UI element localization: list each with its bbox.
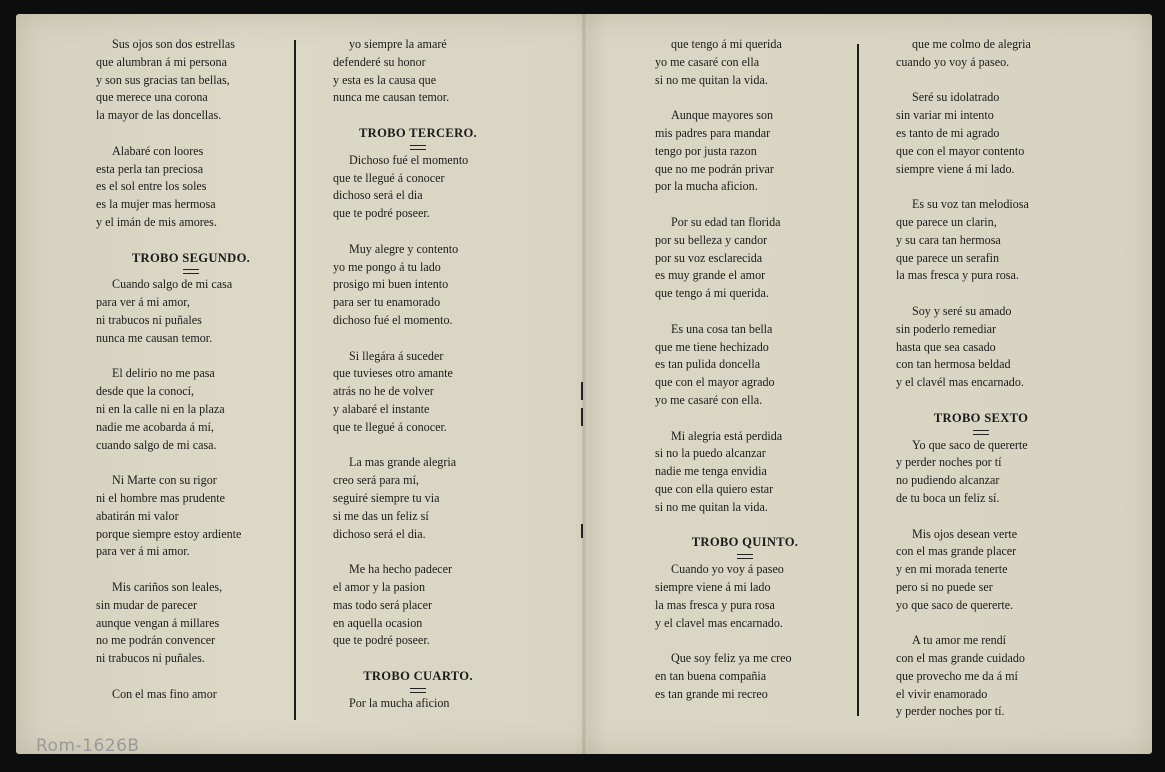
verse-line: si no me quitan la vida. xyxy=(655,499,768,514)
verse-line: que me tiene hechizado xyxy=(655,339,769,354)
verse-line: para ver á mi amor, xyxy=(96,295,190,310)
stanza xyxy=(655,561,835,632)
column-rule-left xyxy=(294,40,296,720)
verse-line: para ser tu enamorado xyxy=(333,295,441,310)
verse-line: sin mudar de parecer xyxy=(96,597,198,612)
verse-line: A tu amor me rendí xyxy=(912,633,1007,648)
stanza xyxy=(655,214,835,303)
verse-line: que provecho me da á mí xyxy=(896,668,1018,683)
verse-line: Soy y seré su amado xyxy=(912,303,1012,318)
verse-line: que tuvieses otro amante xyxy=(333,366,453,381)
stanza xyxy=(333,454,503,543)
verse-line: es tan grande mi recreo xyxy=(655,686,768,701)
heading-rule xyxy=(410,145,426,150)
verse-line: sin variar mi intento xyxy=(896,108,994,123)
verse-line: por su voz esclarecida xyxy=(655,250,763,265)
verse-line: el vivir enamorado xyxy=(896,686,988,701)
stanza xyxy=(896,632,1066,721)
verse-line: cuando salgo de mi casa. xyxy=(96,437,217,452)
heading-rule xyxy=(410,688,426,693)
verse-line: de tu boca un feliz sí. xyxy=(896,490,1000,505)
verse-line: que te llegué á conocer. xyxy=(333,419,447,434)
verse-line: ni el hombre mas prudente xyxy=(96,490,225,505)
verse-line: yo que saco de quererte. xyxy=(896,597,1014,612)
verse-line: dichoso fué el momento. xyxy=(333,312,453,327)
library-shelfmark: Rom-1626B xyxy=(36,736,140,756)
stanza xyxy=(655,107,835,196)
verse-line: Yo que saco de quererte xyxy=(912,437,1028,452)
verse-line: Ni Marte con su rigor xyxy=(112,473,217,488)
verse-line: ni trabucos ni puñales xyxy=(96,312,202,327)
verse-line: que con el mayor agrado xyxy=(655,375,775,390)
stanza xyxy=(896,89,1066,178)
stanza xyxy=(333,36,503,107)
verse-line: Es su voz tan melodiosa xyxy=(912,197,1029,212)
stanza xyxy=(96,276,286,347)
stanza xyxy=(655,650,835,703)
verse-line: y el imán de mis amores. xyxy=(96,214,217,229)
verse-line: y en mi morada tenerte xyxy=(896,562,1008,577)
verse-line: Cuando yo voy á paseo xyxy=(671,562,784,577)
verse-line: nunca me causan temor. xyxy=(96,330,213,345)
poem-column-2 xyxy=(333,36,503,730)
stanza xyxy=(96,365,286,454)
verse-line: Por su edad tan florida xyxy=(671,214,781,229)
verse-line: el amor y la pasion xyxy=(333,579,426,594)
verse-line: Si llegára á suceder xyxy=(349,348,444,363)
section-heading: TROBO SEXTO xyxy=(933,410,1029,425)
fold-mark xyxy=(581,408,583,426)
verse-line: porque siempre estoy ardiente xyxy=(96,526,242,541)
verse-line: que con ella quiero estar xyxy=(655,481,774,496)
poem-column-1 xyxy=(96,36,286,721)
stanza xyxy=(655,321,835,410)
verse-line: que alumbran á mi persona xyxy=(96,54,227,69)
verse-line: es la mujer mas hermosa xyxy=(96,197,216,212)
section-heading: TROBO TERCERO. xyxy=(358,125,478,140)
verse-line: prosigo mi buen intento xyxy=(333,277,449,292)
stanza xyxy=(655,36,835,89)
verse-line: abatirán mi valor xyxy=(96,508,179,523)
verse-line: atrás no he de volver xyxy=(333,384,434,399)
stanza xyxy=(96,579,286,668)
verse-line: con el mas grande placer xyxy=(896,544,1017,559)
verse-line: es el sol entre los soles xyxy=(96,179,207,194)
verse-line: defenderé su honor xyxy=(333,54,426,69)
verse-line: Mis cariños son leales, xyxy=(112,579,223,594)
stanza xyxy=(333,152,503,223)
stanza xyxy=(96,686,286,704)
verse-line: que parece un serafin xyxy=(896,250,1000,265)
verse-line: por la mucha aficion. xyxy=(655,179,758,194)
stanza xyxy=(96,472,286,561)
verse-line: es tan pulida doncella xyxy=(655,357,761,372)
verse-line: y su cara tan hermosa xyxy=(896,232,1001,247)
verse-line: dichoso será el dia xyxy=(333,188,423,203)
stanza xyxy=(96,143,286,232)
verse-line: que parece un clarin, xyxy=(896,214,997,229)
verse-line: y alabaré el instante xyxy=(333,401,430,416)
verse-line: Seré su idolatrado xyxy=(912,90,1000,105)
verse-line: Con el mas fino amor xyxy=(112,686,217,701)
verse-line: en aquella ocasion xyxy=(333,615,423,630)
verse-line: siempre viene á mi lado. xyxy=(896,161,1015,176)
verse-line: creo será para mí, xyxy=(333,473,419,488)
verse-line: y perder noches por tí. xyxy=(896,704,1005,719)
verse-line: si no me quitan la vida. xyxy=(655,72,768,87)
verse-line: no me podrán convencer xyxy=(96,633,216,648)
verse-line: si me das un feliz sí xyxy=(333,508,429,523)
verse-line: y el clavel mas encarnado. xyxy=(655,615,783,630)
verse-line: esta perla tan preciosa xyxy=(96,161,204,176)
verse-line: si no la puedo alcanzar xyxy=(655,446,766,461)
verse-line: Dichoso fué el momento xyxy=(349,152,469,167)
verse-line: la mas fresca y pura rosa. xyxy=(896,268,1019,283)
verse-line: y son sus gracias tan bellas, xyxy=(96,72,230,87)
verse-line: siempre viene á mi lado xyxy=(655,579,771,594)
verse-line: Sus ojos son dos estrellas xyxy=(112,37,235,51)
verse-line: pero si no puede ser xyxy=(896,579,993,594)
verse-line: El delirio no me pasa xyxy=(112,366,215,381)
verse-line: ni trabucos ni puñales. xyxy=(96,651,205,666)
verse-line: seguiré siempre tu via xyxy=(333,490,440,505)
fold-mark xyxy=(581,382,583,400)
heading-rule xyxy=(737,554,753,559)
verse-line: cuando yo voy á paseo. xyxy=(896,54,1010,69)
verse-line: tengo por justa razon xyxy=(655,143,757,158)
verse-line: yo siempre la amaré xyxy=(349,37,447,51)
verse-line: Por la mucha aficion xyxy=(349,695,450,710)
verse-line: nadie me tenga envidia xyxy=(655,464,767,479)
verse-line: yo me casaré con ella xyxy=(655,54,760,69)
verse-line: es muy grande el amor xyxy=(655,268,766,283)
poem-column-3 xyxy=(655,36,835,721)
verse-line: la mayor de las doncellas. xyxy=(96,108,222,123)
stanza xyxy=(333,561,503,650)
column-rule-right xyxy=(857,44,859,716)
verse-line: y el clavél mas encarnado. xyxy=(896,375,1024,390)
stanza xyxy=(333,241,503,330)
verse-line: con tan hermosa beldad xyxy=(896,357,1011,372)
verse-line: sin poderlo remediar xyxy=(896,321,997,336)
verse-line: que me colmo de alegria xyxy=(912,37,1031,51)
verse-line: nadie me acobarda á mí, xyxy=(96,419,214,434)
poem-column-4 xyxy=(896,36,1066,739)
verse-line: con el mas grande cuidado xyxy=(896,651,1025,666)
verse-line: no pudiendo alcanzar xyxy=(896,473,1000,488)
verse-line: yo me casaré con ella. xyxy=(655,392,763,407)
verse-line: Mi alegria está perdida xyxy=(671,428,783,443)
stanza xyxy=(655,428,835,517)
verse-line: que merece una corona xyxy=(96,90,208,105)
verse-line: aunque vengan á millares xyxy=(96,615,220,630)
verse-line: Muy alegre y contento xyxy=(349,241,459,256)
verse-line: mas todo será placer xyxy=(333,597,433,612)
verse-line: que no me podrán privar xyxy=(655,161,774,176)
stanza xyxy=(896,196,1066,285)
verse-line: que tengo á mi querida. xyxy=(655,286,769,301)
verse-line: y esta es la causa que xyxy=(333,72,437,87)
verse-line: Alabaré con loores xyxy=(112,143,204,158)
verse-line: Cuando salgo de mi casa xyxy=(112,277,233,292)
verse-line: que te podré poseer. xyxy=(333,206,430,221)
heading-rule xyxy=(183,269,199,274)
stanza xyxy=(896,437,1066,508)
section-heading: TROBO SEGUNDO. xyxy=(131,250,251,265)
verse-line: yo me pongo á tu lado xyxy=(333,259,441,274)
verse-line: que con el mayor contento xyxy=(896,143,1025,158)
verse-line: desde que la conocí, xyxy=(96,384,195,399)
verse-line: para ver á mi amor. xyxy=(96,544,190,559)
verse-line: Aunque mayores son xyxy=(671,108,774,123)
stanza xyxy=(896,36,1066,72)
verse-line: Me ha hecho padecer xyxy=(349,562,453,577)
fold-mark xyxy=(581,524,583,538)
stanza xyxy=(333,695,503,713)
verse-line: es tanto de mi agrado xyxy=(896,125,1000,140)
verse-line: que te podré poseer. xyxy=(333,633,430,648)
stanza xyxy=(96,36,286,125)
section-heading: TROBO QUINTO. xyxy=(691,535,799,550)
verse-line: Es una cosa tan bella xyxy=(671,321,773,336)
verse-line: y perder noches por tí xyxy=(896,455,1002,470)
verse-line: Que soy feliz ya me creo xyxy=(671,651,792,666)
heading-rule xyxy=(973,430,989,435)
verse-line: que tengo á mi querida xyxy=(671,37,782,51)
section-heading: TROBO CUARTO. xyxy=(363,668,473,683)
verse-line: nunca me causan temor. xyxy=(333,90,450,105)
verse-line: en tan buena compañia xyxy=(655,668,767,683)
stanza xyxy=(896,303,1066,392)
verse-line: hasta que sea casado xyxy=(896,339,996,354)
stanza xyxy=(896,526,1066,615)
stanza xyxy=(333,348,503,437)
verse-line: ni en la calle ni en la plaza xyxy=(96,401,225,416)
verse-line: La mas grande alegria xyxy=(349,455,457,470)
verse-line: la mas fresca y pura rosa xyxy=(655,597,775,612)
verse-line: mis padres para mandar xyxy=(655,125,771,140)
verse-line: dichoso será el dia. xyxy=(333,526,426,541)
verse-line: Mis ojos desean verte xyxy=(912,526,1018,541)
verse-line: que te llegué á conocer xyxy=(333,170,445,185)
verse-line: por su belleza y candor xyxy=(655,232,768,247)
